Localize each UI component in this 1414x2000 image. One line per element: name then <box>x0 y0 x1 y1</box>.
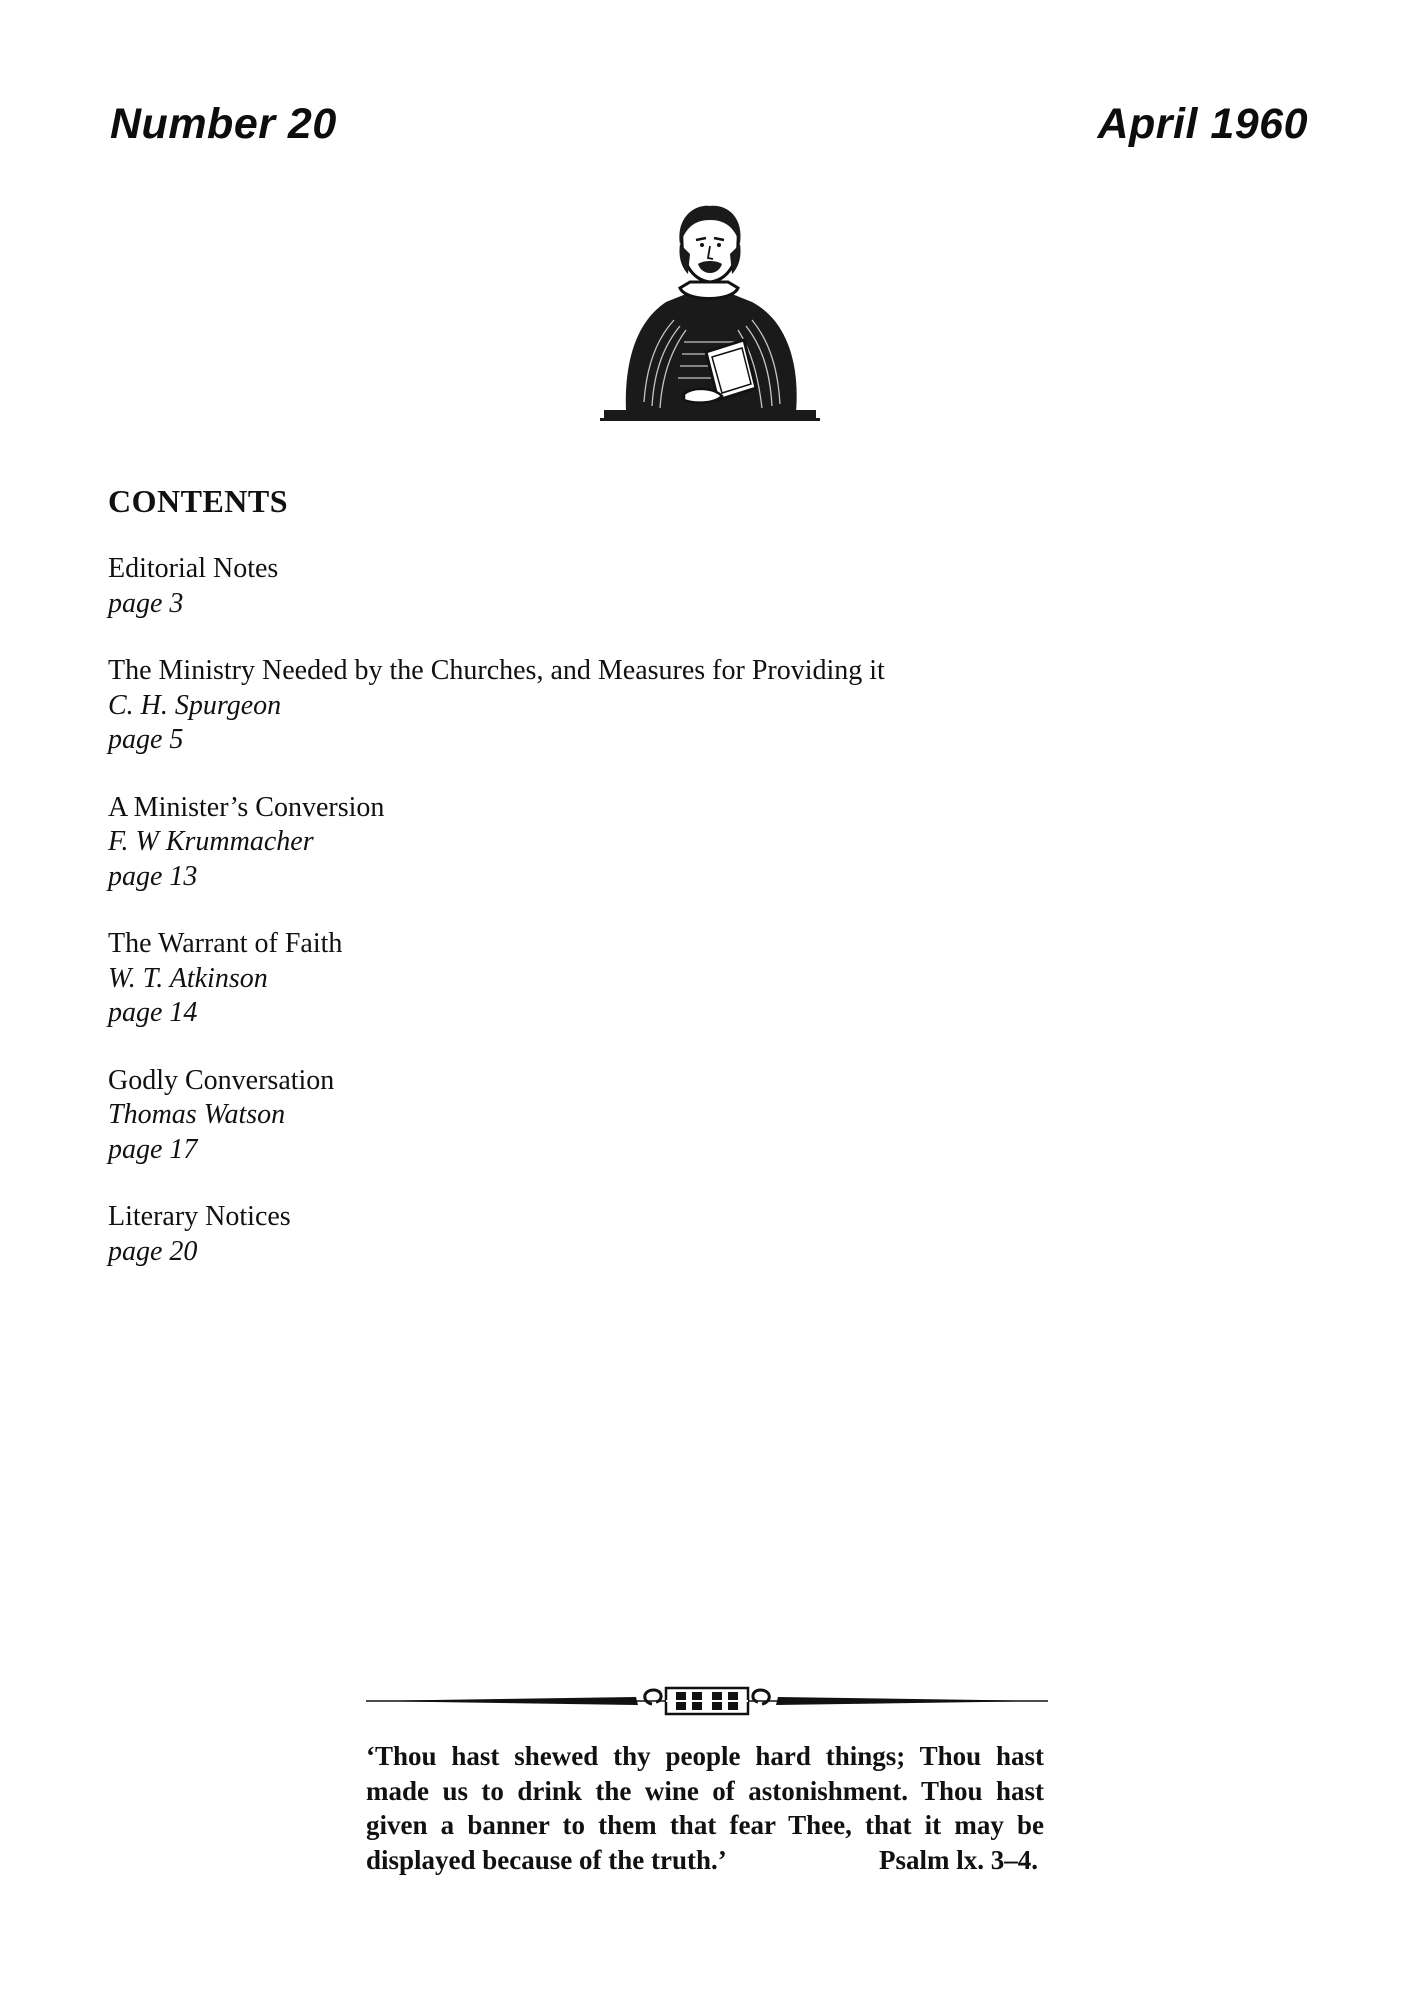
toc-title: A Minister’s Conversion <box>108 791 385 823</box>
ornamental-divider <box>366 1682 1048 1718</box>
issue-date: April 1960 <box>1097 100 1308 148</box>
issue-number: Number 20 <box>110 100 337 148</box>
toc-page: page 17 <box>108 1133 198 1165</box>
toc-page: page 3 <box>108 587 184 619</box>
toc-author: C. H. Spurgeon <box>108 689 282 721</box>
quote-line: ‘Thou hast shewed thy people hard things; Thou hast <box>366 1741 1044 1771</box>
toc-title: Godly Conversation <box>108 1064 335 1096</box>
toc-author: Thomas Watson <box>108 1099 286 1130</box>
quote-line: made us to drink the wine of astonishment. Thou hast <box>366 1775 1044 1806</box>
toc-page: page 20 <box>108 1235 198 1267</box>
toc-author: W. T. Atkinson <box>108 962 268 994</box>
toc-title: Literary Notices <box>108 1201 291 1232</box>
toc-entry-editorial-notes <box>108 552 1208 621</box>
puritan-portrait-illustration <box>596 202 822 444</box>
scripture-quote <box>366 1739 1044 1877</box>
contents-heading: CONTENTS <box>108 483 289 519</box>
toc-entry-warrant-of-faith <box>108 927 1208 1031</box>
toc-page: page 13 <box>108 860 198 892</box>
toc-author: F. W Krummacher <box>108 826 314 857</box>
toc-page: page 14 <box>108 997 198 1028</box>
toc-entry-godly-conversation <box>108 1064 1208 1168</box>
toc-title: The Warrant of Faith <box>108 928 343 959</box>
toc-entry-literary-notices <box>108 1200 1208 1269</box>
quote-line: given a banner to them that fear Thee, that it may be <box>366 1810 1044 1840</box>
quote-last-line <box>366 1843 1038 1878</box>
quote-line: displayed because of the truth.’ <box>366 1844 727 1875</box>
toc-entry-ministers-conversion <box>108 791 1208 895</box>
toc-page: page 5 <box>108 724 184 755</box>
table-of-contents <box>108 552 1208 1302</box>
toc-title: Editorial Notes <box>108 553 279 584</box>
toc-title: The Ministry Needed by the Churches, and Measures for Providing it <box>108 655 885 686</box>
quote-reference: Psalm lx. 3–4. <box>879 1844 1038 1875</box>
toc-entry-ministry-needed <box>108 654 1208 758</box>
